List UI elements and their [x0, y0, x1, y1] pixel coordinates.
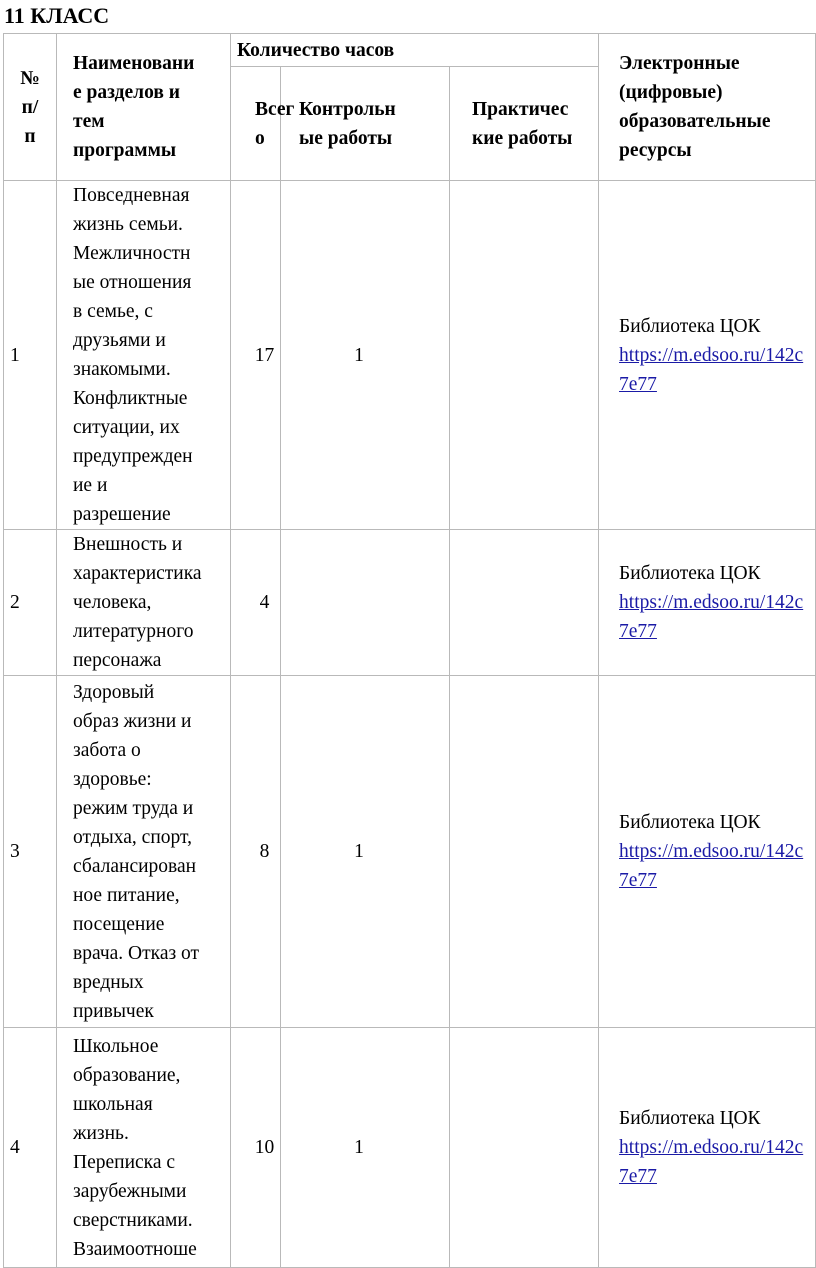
- header-total: Всег о: [231, 67, 281, 181]
- table-row: [4, 676, 816, 1028]
- resource-link[interactable]: https://m.edsoo.ru/142c7e77: [619, 1137, 804, 1187]
- row-practical-works: [450, 676, 599, 1028]
- resource-label: Библиотека ЦОК: [619, 315, 761, 337]
- row-number: 4: [4, 1028, 57, 1268]
- table-row: [4, 1028, 816, 1268]
- resource-link[interactable]: https://m.edsoo.ru/142c7e77: [619, 592, 804, 642]
- row-control-works: 1: [281, 676, 450, 1028]
- table-row: [4, 181, 816, 530]
- header-practical: Практичес кие работы: [450, 67, 599, 181]
- row-practical-works: [450, 181, 599, 530]
- row-control-works: 1: [281, 1028, 450, 1268]
- resource-label: Библиотека ЦОК: [619, 812, 761, 833]
- row-total-hours: 17: [231, 181, 281, 530]
- resource-label: Библиотека ЦОК: [619, 1108, 761, 1129]
- resource-link[interactable]: https://m.edsoo.ru/142c7e77: [619, 841, 804, 891]
- row-resources: [599, 1028, 816, 1268]
- row-total-hours: 10: [231, 1028, 281, 1268]
- row-section-name: Внешность и характеристика человека, литературного персонажа: [57, 530, 231, 676]
- row-resources: [599, 676, 816, 1028]
- header-section-name: Наименовани е разделов и тем программы: [57, 34, 231, 181]
- row-number: 3: [4, 676, 57, 1028]
- row-number: 1: [4, 181, 57, 530]
- header-hours-group: Количество часов: [231, 34, 599, 67]
- resource-label: Библиотека ЦОК: [619, 563, 761, 584]
- row-total-hours: 4: [231, 530, 281, 676]
- row-resources: [599, 181, 816, 530]
- row-control-works: [281, 530, 450, 676]
- table-header-row: [4, 34, 816, 67]
- header-control: Контрольн ые работы: [281, 67, 450, 181]
- row-control-works: 1: [281, 181, 450, 530]
- header-resources: Электронные (цифровые) образовательные ресурсы: [599, 34, 816, 181]
- row-section-name: Здоровый образ жизни и забота о здоровье: режим труда и отдыха, спорт, сбалансирован ное питание, посещение врача. Отказ от вредных привычек: [57, 676, 231, 1028]
- header-number: № п/ п: [4, 34, 57, 181]
- row-section-name: Повседневная жизнь семьи. Межличностн ые отношения в семье, с друзьями и знакомыми. Конфликтные ситуации, их предупрежден ие и разрешение: [57, 181, 231, 530]
- row-total-hours: 8: [231, 676, 281, 1028]
- row-practical-works: [450, 530, 599, 676]
- row-resources: [599, 530, 816, 676]
- page-title: 11 КЛАСС: [4, 3, 110, 28]
- table-row: [4, 530, 816, 676]
- curriculum-table: [3, 33, 816, 1268]
- row-practical-works: [450, 1028, 599, 1268]
- row-number: 2: [4, 530, 57, 676]
- resource-link[interactable]: https://m.edsoo.ru/142c7e77: [619, 344, 804, 395]
- row-section-name: Школьное образование, школьная жизнь. Переписка с зарубежными сверстниками. Взаимоотноше: [57, 1028, 231, 1268]
